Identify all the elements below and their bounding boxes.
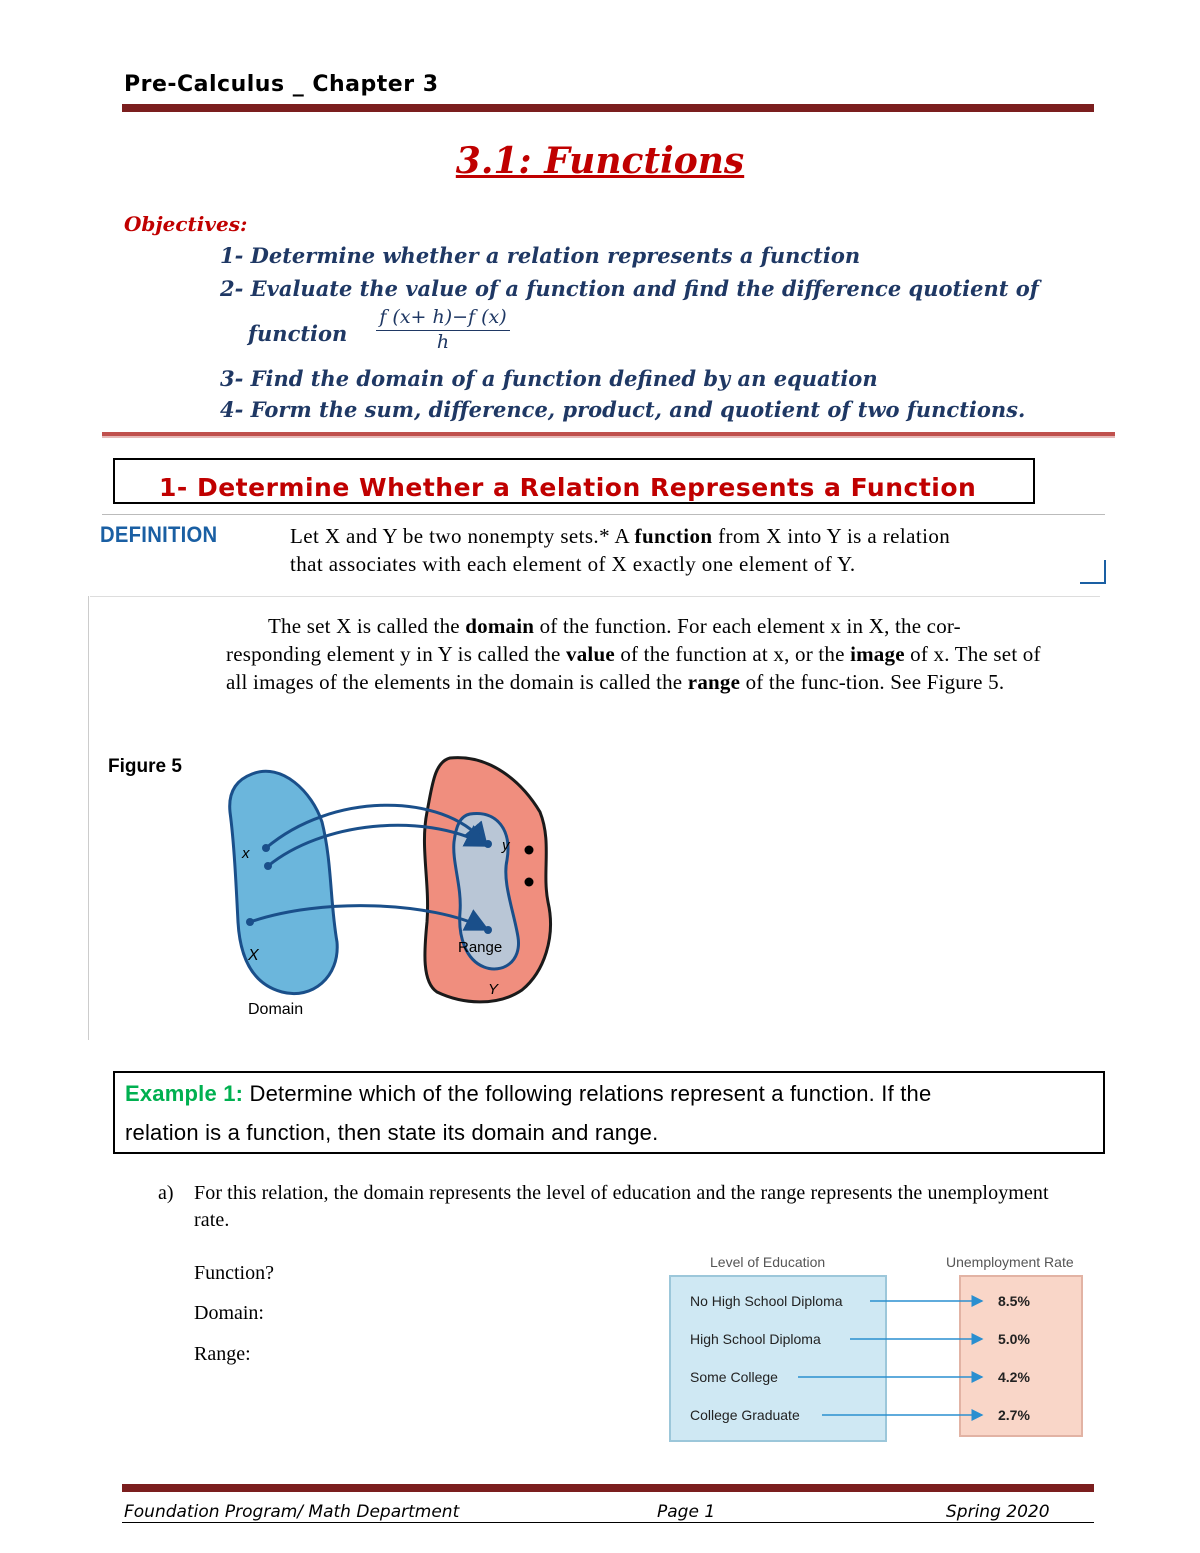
figure-frame-left xyxy=(88,596,89,1040)
domain-point-3 xyxy=(246,918,254,926)
difference-quotient-numerator: f (x+ h)−f (x) xyxy=(376,306,510,331)
corner-mark xyxy=(1080,560,1106,584)
example1-line1: Determine which of the following relations represent a function. If the xyxy=(243,1081,932,1106)
definition-top-rule xyxy=(102,514,1105,515)
header-title: Pre-Calculus _ Chapter 3 xyxy=(124,72,439,97)
label-domain: Domain xyxy=(248,1001,304,1018)
objectives-rule xyxy=(102,432,1115,436)
para-s3: of the function at x, or the xyxy=(614,642,851,666)
function-question: Function? xyxy=(194,1262,274,1284)
label-Y: Y xyxy=(488,981,499,998)
objective-1: 1- Determine whether a relation represents a function xyxy=(220,243,861,268)
label-range: Range xyxy=(458,939,503,956)
label-x: x xyxy=(242,845,250,862)
range-question: Range: xyxy=(194,1343,251,1365)
example1-box xyxy=(113,1071,1105,1154)
part1-heading-box xyxy=(113,458,1035,504)
image-point-y xyxy=(484,840,492,848)
mapping-range-2: 5.0% xyxy=(998,1331,1030,1347)
footer-underline xyxy=(122,1522,1094,1523)
example1-line2: relation is a function, then state its domain and range. xyxy=(125,1120,659,1145)
label-X: X xyxy=(248,947,259,964)
label-y: y xyxy=(502,837,510,854)
footer-left: Foundation Program/ Math Department xyxy=(124,1502,460,1522)
mapping-domain-4: College Graduate xyxy=(690,1407,800,1423)
objective-4: 4- Form the sum, difference, product, and quotient of two functions. xyxy=(220,397,1026,422)
figure-frame-top xyxy=(90,596,1100,597)
education-unemployment-mapping xyxy=(664,1250,1104,1445)
footer-page: Page 1 xyxy=(657,1502,716,1522)
part1-title: 1- Determine Whether a Relation Represents a Function xyxy=(159,473,977,502)
part-a-marker: a) xyxy=(158,1182,174,1204)
para-s5: of the func-tion. See Figure 5. xyxy=(740,670,1005,694)
para-value-term: value xyxy=(566,642,615,666)
figure-label: Figure 5 xyxy=(108,756,182,777)
header-rule xyxy=(122,104,1094,112)
definition-text xyxy=(290,522,950,578)
mapping-left-header: Level of Education xyxy=(710,1254,826,1270)
mapping-range-1: 8.5% xyxy=(998,1293,1030,1309)
function-mapping-diagram xyxy=(222,752,562,1022)
domain-range-paragraph xyxy=(226,612,1046,696)
para-image-term: image xyxy=(850,642,905,666)
definition-line2: that associates with each element of X exactly one element of Y. xyxy=(290,552,856,576)
para-domain-term: domain xyxy=(465,614,535,638)
domain-point-2 xyxy=(264,862,272,870)
para-s1: The set X is called the xyxy=(268,614,466,638)
domain-blob xyxy=(230,771,338,993)
footer-right: Spring 2020 xyxy=(946,1502,1050,1522)
definition-line1-post: from X into Y is a relation xyxy=(712,524,951,548)
mapping-domain-2: High School Diploma xyxy=(690,1331,821,1347)
section-title: 3.1: Functions xyxy=(455,140,745,182)
definition-term: function xyxy=(634,524,713,548)
objectives-heading: Objectives: xyxy=(124,212,248,236)
image-point-2 xyxy=(484,926,492,934)
para-s2: of the function. For each element x in X, the cor-responding element y in Y is called the xyxy=(226,614,961,666)
objective-2: 2- Evaluate the value of a function and find the difference quotient of xyxy=(220,276,1039,301)
objective-3: 3- Find the domain of a function defined by an equation xyxy=(220,366,878,391)
definition-label: DEFINITION xyxy=(100,522,218,547)
objective-2-function-word: function xyxy=(248,321,348,346)
domain-point-1 xyxy=(262,844,270,852)
mapping-domain-3: Some College xyxy=(690,1369,778,1385)
mapping-right-header: Unemployment Rate xyxy=(946,1254,1074,1270)
example1-label: Example 1: xyxy=(125,1081,244,1106)
mapping-domain-1: No High School Diploma xyxy=(690,1293,843,1309)
part-a-text: For this relation, the domain represents the level of education and the range represents the unemployment rate. xyxy=(194,1182,1049,1231)
definition-line1-pre: Let X and Y be two nonempty sets.* A xyxy=(290,524,635,548)
codomain-point-1 xyxy=(525,846,534,855)
para-range-term: range xyxy=(687,670,741,694)
mapping-range-3: 4.2% xyxy=(998,1369,1030,1385)
codomain-point-2 xyxy=(525,878,534,887)
domain-question: Domain: xyxy=(194,1302,264,1324)
difference-quotient-denominator: h xyxy=(436,331,450,353)
difference-quotient xyxy=(376,306,510,353)
footer-rule xyxy=(122,1484,1094,1492)
mapping-range-4: 2.7% xyxy=(998,1407,1030,1423)
para-s4: of x. The set of all images of the elements in the domain is called the xyxy=(226,642,1041,694)
